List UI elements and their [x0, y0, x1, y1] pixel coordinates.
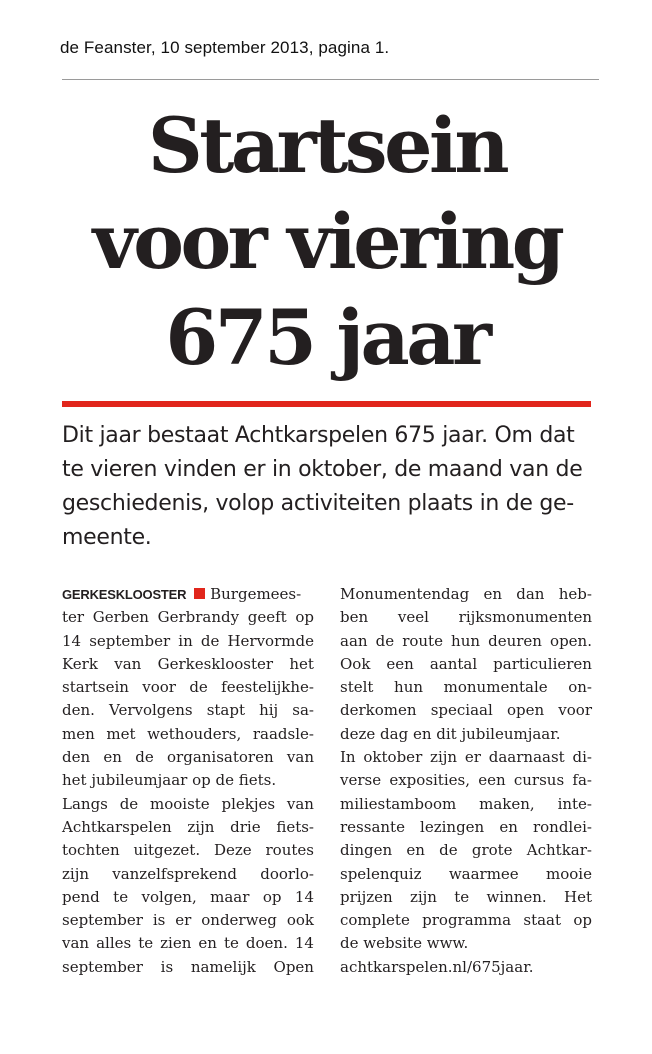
body-word: Gerbrandy: [157, 608, 240, 627]
body-word: den.: [62, 701, 95, 720]
body-line: [340, 863, 592, 886]
body-word: drie: [230, 817, 261, 836]
body-word: is: [160, 957, 174, 976]
body-word: In: [340, 748, 356, 767]
body-word: van: [114, 654, 142, 673]
body-line: [62, 653, 314, 676]
body-word: stelt: [340, 678, 374, 697]
body-word: Kerk: [62, 654, 98, 673]
body-line: [62, 746, 314, 769]
body-word: in: [178, 631, 193, 650]
body-word: speciaal: [430, 701, 493, 720]
body-word: te: [223, 934, 239, 953]
body-word: complete: [340, 911, 410, 930]
body-line: de website www.: [340, 934, 469, 953]
body-word: men: [62, 724, 95, 743]
headline-line: 675 jaar: [165, 293, 489, 382]
body-word: zijn: [409, 887, 437, 906]
body-word: september: [62, 911, 143, 930]
body-word: september: [62, 957, 143, 976]
body-word: mooiste: [149, 794, 210, 813]
body-line: Burgemees-: [210, 585, 302, 603]
body-word: namelijk: [190, 957, 256, 976]
body-line: [62, 676, 314, 699]
body-line: [62, 932, 314, 955]
body-word: oktober: [363, 748, 423, 767]
body-word: stapt: [206, 701, 246, 720]
body-word: pend: [62, 887, 100, 906]
body-word: 14: [294, 887, 314, 906]
body-line: [62, 863, 314, 886]
body-word: spelenquiz: [340, 864, 422, 883]
body-line: achtkarspelen.nl/675jaar.: [340, 957, 534, 976]
body-word: zien: [160, 934, 192, 953]
body-word: de: [135, 748, 154, 767]
body-word: Deze: [213, 841, 252, 860]
body-word: particulieren: [493, 654, 592, 673]
body-word: en: [499, 817, 518, 836]
body-line: [62, 793, 314, 816]
body-word: rijksmonumenten: [458, 608, 592, 627]
body-line: [62, 630, 314, 653]
body-word: onderweg: [201, 911, 277, 930]
body-line: deze dag en dit jubileumjaar.: [340, 724, 561, 743]
body-word: grote: [471, 841, 513, 860]
body-word: Gerben: [92, 608, 149, 627]
body-word: verse: [340, 771, 382, 790]
headline: [30, 98, 624, 386]
accent-divider: [62, 401, 591, 407]
body-word: maken,: [479, 794, 535, 813]
dateline-group: [62, 585, 210, 603]
body-word: en: [103, 748, 122, 767]
body-word: cursus: [513, 771, 565, 790]
body-word: 14: [62, 631, 82, 650]
body-line: [340, 583, 592, 606]
body-word: deuren: [488, 631, 542, 650]
body-word: zijn: [430, 748, 458, 767]
body-line: [340, 839, 592, 862]
body-line: [62, 886, 314, 909]
body-word: den: [62, 748, 91, 767]
top-divider: [62, 79, 599, 80]
body-word: Open: [273, 957, 314, 976]
body-word: wethouders,: [147, 724, 242, 743]
source-citation: de Feanster, 10 september 2013, pagina 1.: [60, 38, 390, 57]
body-word: vanzelfsprekend: [112, 864, 238, 883]
body-word: mooie: [546, 864, 592, 883]
body-line: [340, 909, 592, 932]
body-word: is: [152, 911, 166, 930]
body-word: route: [402, 631, 443, 650]
body-word: van: [286, 794, 314, 813]
body-line: [340, 606, 592, 629]
body-word: een: [478, 771, 506, 790]
body-word: on-: [568, 678, 592, 697]
body-word: van: [286, 748, 314, 767]
body-word: er: [175, 911, 192, 930]
body-word: uitgezet.: [133, 841, 201, 860]
body-word: routes: [265, 841, 314, 860]
body-word: met: [106, 724, 136, 743]
body-word: sa-: [292, 701, 314, 720]
body-word: derkomen: [340, 701, 417, 720]
body-word: het: [289, 654, 314, 673]
body-word: Langs: [62, 794, 108, 813]
body-word: Ook: [340, 654, 371, 673]
body-word: op: [295, 608, 314, 627]
body-word: de: [189, 678, 208, 697]
body-line: [340, 886, 592, 909]
body-word: monumentale: [443, 678, 548, 697]
body-line: [340, 816, 592, 839]
body-word: staat: [523, 911, 562, 930]
body-word: organisatoren: [167, 748, 274, 767]
body-line: [340, 676, 592, 699]
body-word: aantal: [429, 654, 478, 673]
body-word: en: [198, 934, 217, 953]
body-word: hij: [259, 701, 279, 720]
body-line: [62, 956, 314, 979]
body-word: de: [200, 631, 220, 650]
body-line: [340, 630, 592, 653]
body-word: aan: [340, 631, 368, 650]
body-word: open: [506, 701, 545, 720]
body-word: rondlei-: [532, 817, 592, 836]
body-word: fiets-: [276, 817, 314, 836]
body-word: fa-: [572, 771, 592, 790]
body-word: zijn: [62, 864, 90, 883]
body-word: feestelijkhe-: [221, 678, 314, 697]
body-word: voor: [558, 701, 592, 720]
body-column-right: [340, 583, 592, 979]
body-line: [340, 653, 592, 676]
body-word: te: [138, 934, 154, 953]
body-word: en: [483, 585, 502, 603]
body-word: maar: [210, 887, 250, 906]
headline-line: voor viering: [92, 197, 562, 286]
body-word: de: [439, 841, 458, 860]
body-line: het jubileumjaar op de fiets.: [62, 771, 277, 790]
body-line: [340, 769, 592, 792]
body-word: te: [113, 887, 129, 906]
body-word: de: [375, 631, 395, 650]
body-word: waarmee: [448, 864, 519, 883]
body-word: raadsle-: [252, 724, 314, 743]
body-word: dingen: [340, 841, 393, 860]
body-word: doen.: [245, 934, 288, 953]
dateline: GERKESKLOOSTER: [62, 587, 187, 602]
body-line: [62, 606, 314, 629]
body-word: ben: [340, 608, 369, 627]
body-word: winnen.: [486, 887, 547, 906]
body-line: [62, 723, 314, 746]
body-word: heb-: [558, 585, 592, 603]
body-column-left: [62, 583, 314, 979]
body-word: hun: [451, 631, 481, 650]
body-line: [62, 909, 314, 932]
body-word: voor: [142, 678, 176, 697]
body-word: Hervormde: [227, 631, 314, 650]
body-word: op: [262, 887, 282, 906]
body-word: daarnaast: [488, 748, 565, 767]
body-word: miliestamboom: [340, 794, 457, 813]
body-word: 14: [294, 934, 314, 953]
body-word: Monumentendag: [340, 585, 470, 603]
body-word: alles: [96, 934, 132, 953]
body-word: zijn: [187, 817, 215, 836]
body-word: hun: [394, 678, 424, 697]
body-word: dan: [516, 585, 545, 603]
red-square-icon: [194, 588, 205, 599]
body-word: prijzen: [340, 887, 393, 906]
body-word: exposities,: [389, 771, 470, 790]
body-word: Achtkarspelen: [62, 817, 172, 836]
body-word: doorlo-: [260, 864, 314, 883]
body-word: tochten: [62, 841, 120, 860]
body-word: volgen,: [141, 887, 197, 906]
body-line: [340, 699, 592, 722]
body-word: startsein: [62, 678, 129, 697]
body-word: lezingen: [420, 817, 485, 836]
body-word: op: [573, 911, 592, 930]
body-word: ook: [286, 911, 314, 930]
body-line: [62, 816, 314, 839]
body-word: Vervolgens: [108, 701, 193, 720]
body-line: [340, 793, 592, 816]
body-word: plekjes: [221, 794, 276, 813]
body-word: er: [464, 748, 481, 767]
body-word: september: [89, 631, 171, 650]
body-word: te: [454, 887, 470, 906]
body-word: di-: [572, 748, 592, 767]
intro-line: geschiedenis, volop activiteiten plaats in de ge-: [62, 491, 574, 516]
body-word: open.: [550, 631, 592, 650]
intro-paragraph: [62, 419, 594, 555]
body-word: en: [406, 841, 425, 860]
body-word: ter: [62, 608, 85, 627]
body-word: veel: [397, 608, 429, 627]
body-word: Gerkesklooster: [157, 654, 274, 673]
intro-line: te vieren vinden er in oktober, de maand van de: [62, 457, 583, 482]
body-word: programma: [422, 911, 512, 930]
body-line: [340, 746, 592, 769]
intro-line: meente.: [62, 525, 152, 550]
body-word: een: [386, 654, 414, 673]
body-word: inte-: [557, 794, 592, 813]
body-word: geeft: [247, 608, 287, 627]
body-word: van: [62, 934, 90, 953]
body-line: [62, 839, 314, 862]
intro-line: Dit jaar bestaat Achtkarspelen 675 jaar. Om dat: [62, 423, 575, 448]
body-word: Het: [563, 887, 592, 906]
headline-line: Startsein: [147, 101, 507, 190]
body-first-line: [62, 583, 314, 606]
body-line: [62, 699, 314, 722]
body-word: de: [119, 794, 139, 813]
body-word: Achtkar-: [526, 841, 592, 860]
body-word: ressante: [340, 817, 405, 836]
